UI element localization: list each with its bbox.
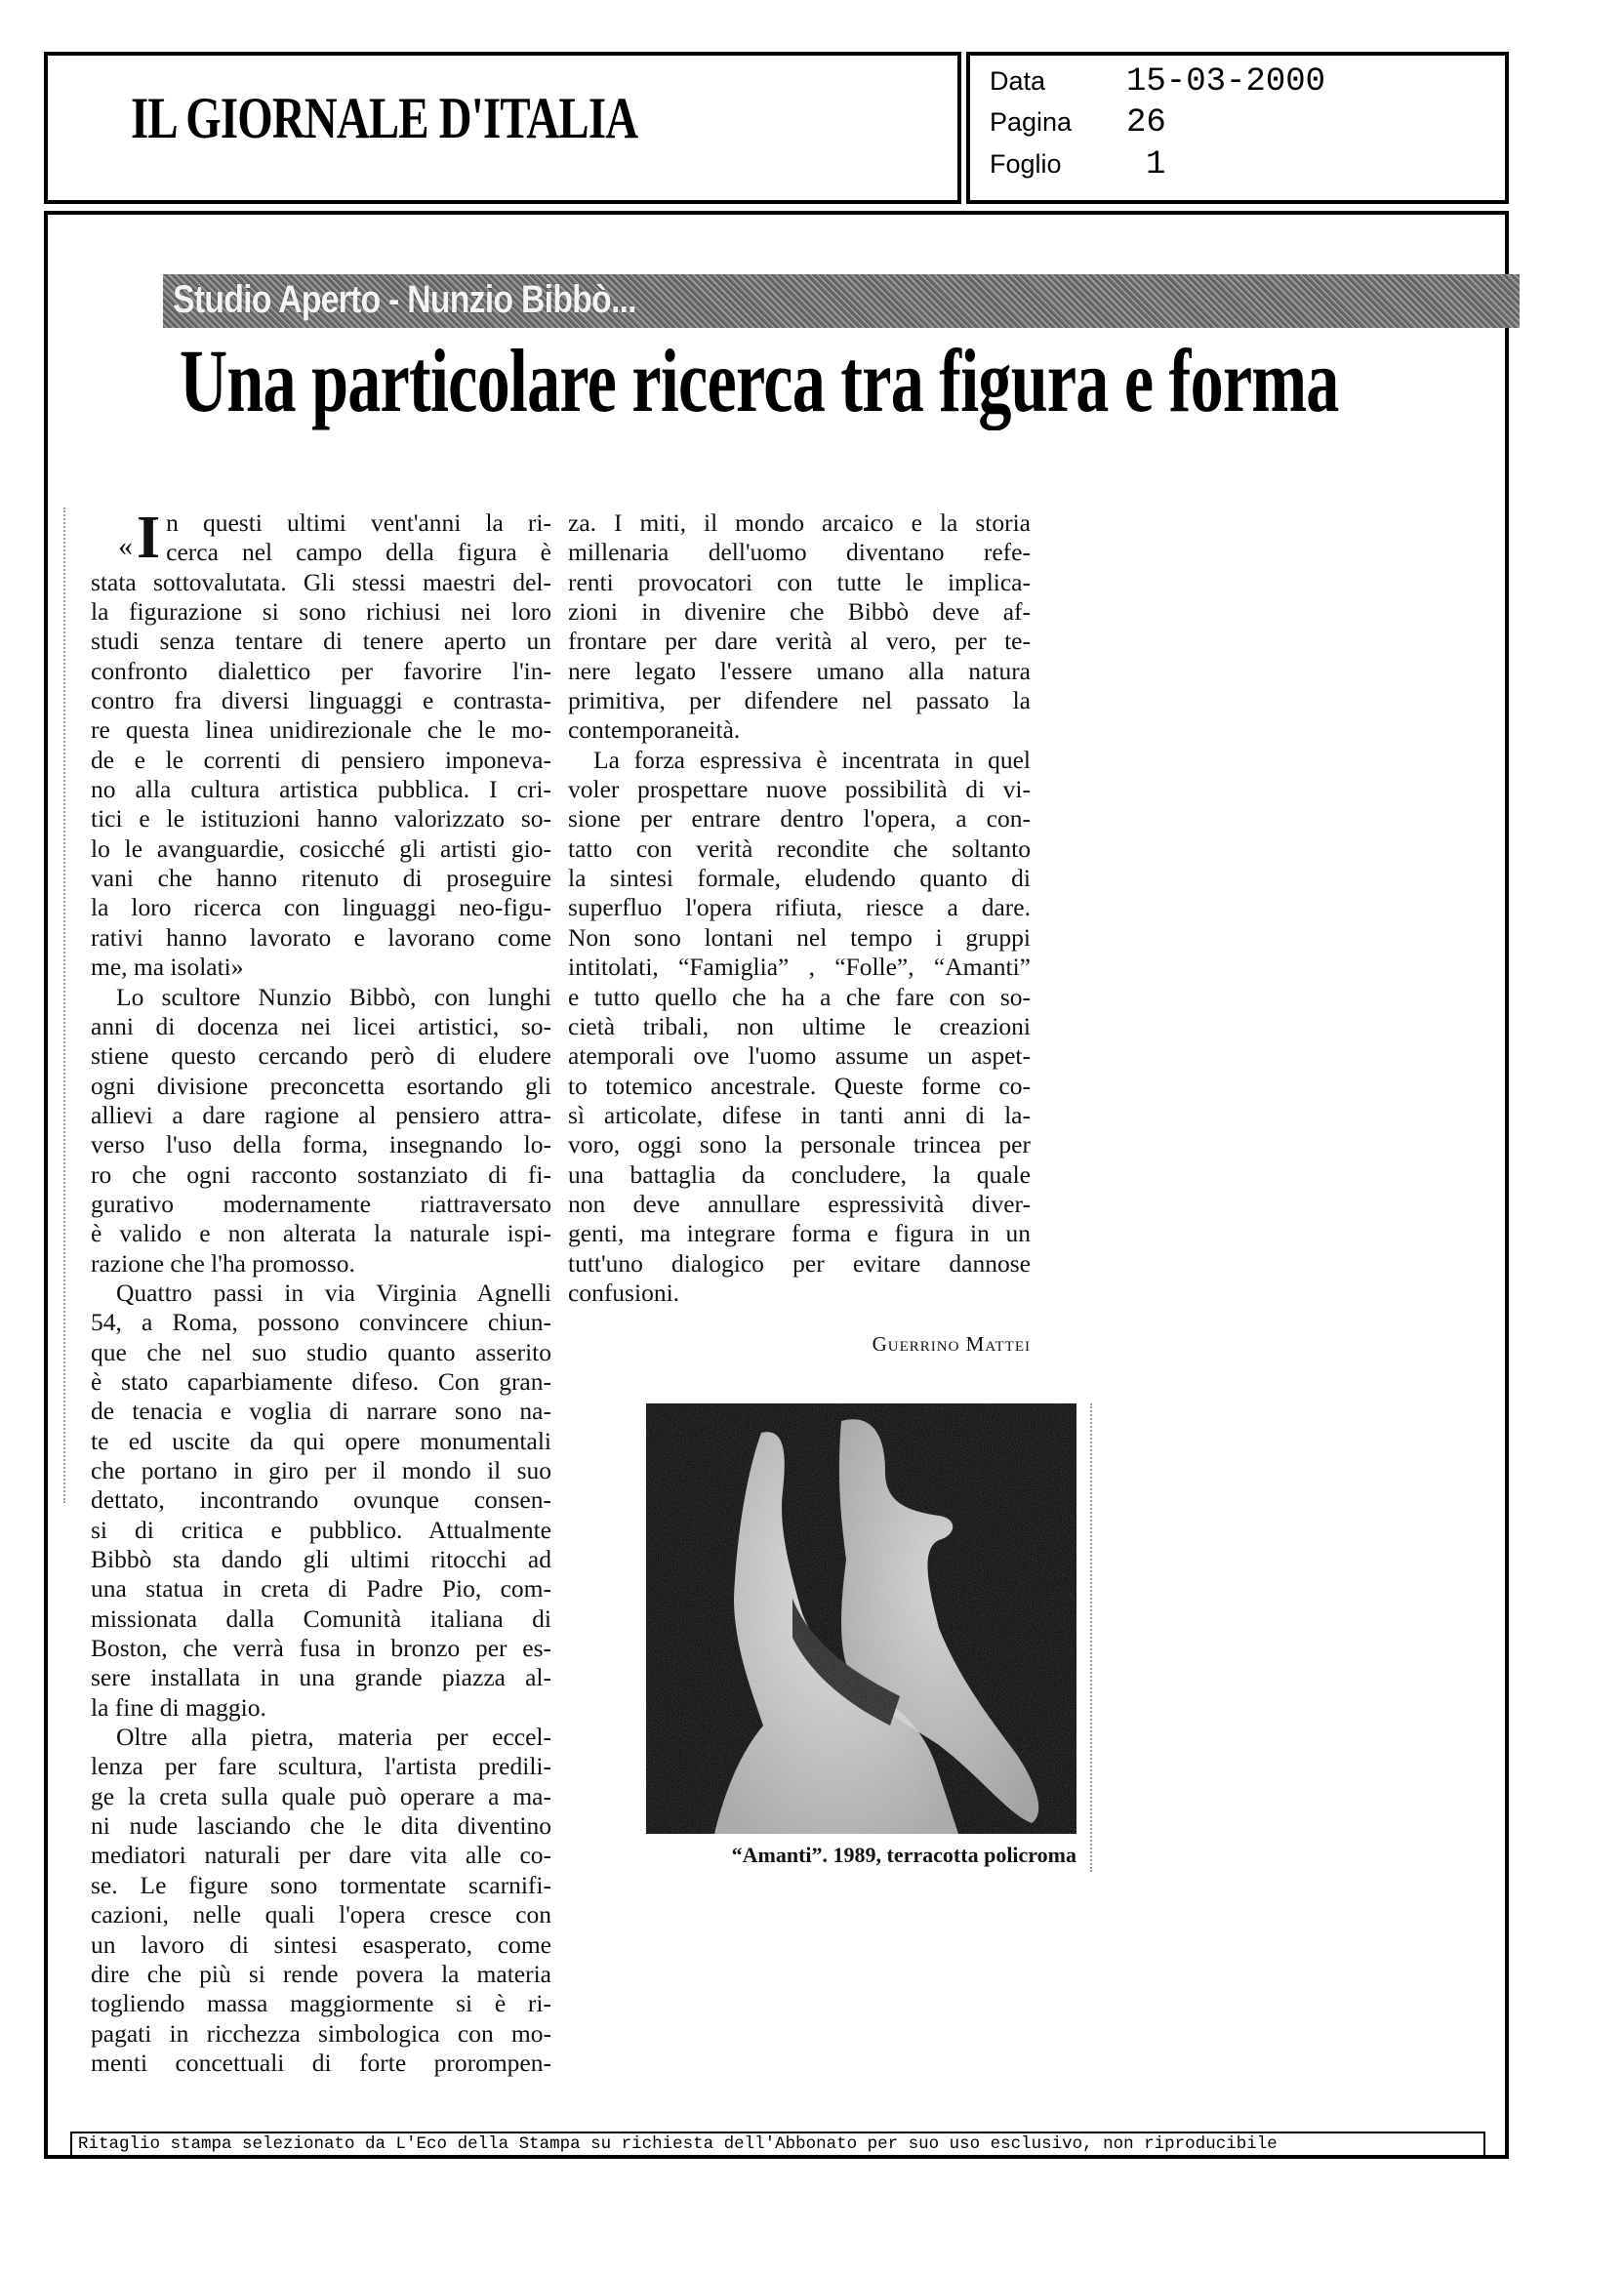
article-text-line: La forza espressiva è incentrata in quel bbox=[593, 745, 1031, 774]
article-text-line: stata sottovalutata. Gli stessi maestri del- bbox=[91, 567, 551, 596]
meta-row-page bbox=[990, 104, 1166, 142]
article-text-line: voler prospettare nuove possibilità di vi- bbox=[568, 775, 1031, 804]
article-text-line: Lo scultore Nunzio Bibbò, con lunghi bbox=[116, 982, 551, 1011]
article-text-line: voro, oggi sono la personale trincea per bbox=[568, 1130, 1031, 1159]
article-text-line: lo le avanguardie, cosicché gli artisti gio- bbox=[91, 833, 551, 863]
clipping-disclaimer: Ritaglio stampa selezionato da L'Eco della Stampa su richiesta dell'Abbonato per suo uso esclusivo, non riproducibile bbox=[70, 2132, 1485, 2157]
article-text-line: ge la creta sulla quale può operare a ma- bbox=[91, 1781, 551, 1810]
article-text-line: confusioni. bbox=[568, 1278, 680, 1307]
article-text-line: de e le correnti di pensiero imponeva- bbox=[91, 745, 551, 774]
article-text-line: Oltre alla pietra, materia per eccel- bbox=[116, 1723, 551, 1752]
article-column-2 bbox=[568, 508, 1031, 1308]
sculpture-photo bbox=[646, 1403, 1076, 1834]
article-text-line: primitiva, per difendere nel passato la bbox=[568, 686, 1031, 715]
quote-mark: « bbox=[118, 530, 133, 562]
article-text-line: confronto dialettico per favorire l'in- bbox=[91, 656, 551, 685]
article-text-line: e tutto quello che ha a che fare con so- bbox=[568, 982, 1031, 1011]
article-text-line: cazioni, nelle quali l'opera cresce con bbox=[91, 1900, 551, 1929]
article-text-line: pagati in ricchezza simbologica con mo- bbox=[91, 2018, 551, 2048]
article-text-line: razione che l'ha promosso. bbox=[91, 1248, 355, 1278]
article-text-line: stiene questo cercando però di eludere bbox=[91, 1041, 551, 1071]
article-text-line: ro che ogni racconto sostanziato di fi- bbox=[91, 1159, 551, 1189]
article-text-line: superfluo l'opera rifiuta, riesce a dare. bbox=[568, 893, 1031, 922]
article-text-line: Non sono lontani nel tempo i gruppi bbox=[568, 922, 1031, 952]
meta-value-sheet: 1 bbox=[1146, 146, 1166, 183]
meta-row-date bbox=[990, 63, 1325, 101]
article-text-line: Bibbò sta dando gli ultimi ritocchi ad bbox=[91, 1545, 551, 1574]
kicker-band bbox=[163, 274, 1520, 328]
article-text-line: atemporali ove l'uomo assume un aspet- bbox=[568, 1041, 1031, 1071]
article-text-line: cerca nel campo della figura è bbox=[166, 538, 551, 567]
article-text-line: sione per entrare dentro l'opera, a con- bbox=[568, 804, 1031, 833]
article-text-line: sere installata in una grande piazza al- bbox=[91, 1663, 551, 1692]
meta-label: Pagina bbox=[990, 107, 1073, 137]
article-text-line: anni di docenza nei licei artistici, so- bbox=[91, 1011, 551, 1040]
article-text-line: Boston, che verrà fusa in bronzo per es- bbox=[91, 1634, 551, 1663]
meta-label: Data bbox=[990, 66, 1046, 96]
article-text-line: la figurazione si sono richiusi nei loro bbox=[91, 597, 551, 627]
article-text-line: no alla cultura artistica pubblica. I cri- bbox=[91, 775, 551, 804]
article-headline: Una particolare ricerca tra figura e forma bbox=[180, 331, 1339, 430]
article-text-line: studi senza tentare di tenere aperto un bbox=[91, 627, 551, 656]
article-column-1 bbox=[91, 505, 551, 2078]
masthead-box bbox=[44, 52, 961, 204]
scan-edge-right bbox=[1090, 1403, 1095, 1872]
meta-row-sheet bbox=[990, 146, 1165, 183]
article-text-line: è valido e non alterata la naturale ispi- bbox=[91, 1219, 551, 1248]
article-text-line: dettato, incontrando ovunque consen- bbox=[91, 1485, 551, 1515]
article-text-line: gurativo modernamente riattraversato bbox=[91, 1189, 551, 1218]
article-text-line: non deve annullare espressività diver- bbox=[568, 1189, 1031, 1218]
article-text-line: missionata dalla Comunità italiana di bbox=[91, 1604, 551, 1633]
meta-value-page: 26 bbox=[1126, 104, 1166, 142]
article-text-line: è stato caparbiamente difeso. Con gran- bbox=[91, 1366, 551, 1396]
article-text-line: tatto con verità recondite che soltanto bbox=[568, 833, 1031, 863]
article-text-line: una battaglia da concludere, la quale bbox=[568, 1159, 1031, 1189]
article-text-line: to totemico ancestrale. Queste forme co- bbox=[568, 1071, 1031, 1100]
article-text-line: ogni divisione preconcetta esortando gli bbox=[91, 1071, 551, 1100]
article-text-line: mediatori naturali per dare vita alle co- bbox=[91, 1841, 551, 1870]
article-text-line: que che nel suo studio quanto asserito bbox=[91, 1337, 551, 1366]
article-text-line: ni nude lasciando che le dita diventino bbox=[91, 1811, 551, 1841]
article-text-line: sì articolate, difese in tanti anni di la- bbox=[568, 1100, 1031, 1129]
article-text-line: nere legato l'essere umano alla natura bbox=[568, 656, 1031, 685]
article-text-line: cietà tribali, non ultime le creazioni bbox=[568, 1011, 1031, 1040]
article-text-line: tici e le istituzioni hanno valorizzato so- bbox=[91, 804, 551, 833]
article-text-line: de tenacia e voglia di narrare sono na- bbox=[91, 1397, 551, 1426]
article-text-line: millenaria dell'uomo diventano refe- bbox=[568, 538, 1031, 567]
article-text-line: re questa linea unidirezionale che le mo- bbox=[91, 715, 551, 745]
author-byline: Guerrino Mattei bbox=[872, 1332, 1031, 1356]
article-text-line: za. I miti, il mondo arcaico e la storia bbox=[568, 508, 1031, 537]
article-text-line: allievi a dare ragione al pensiero attra- bbox=[91, 1100, 551, 1129]
kicker-text: Studio Aperto - Nunzio Bibbò... bbox=[173, 278, 636, 321]
article-text-line: tutt'uno dialogico per evitare dannose bbox=[568, 1248, 1031, 1278]
meta-label: Foglio bbox=[990, 149, 1062, 179]
article-text-line: togliendo massa maggiormente si è ri- bbox=[91, 1989, 551, 2018]
article-text-line: Quattro passi in via Virginia Agnelli bbox=[116, 1278, 551, 1307]
drop-cap: I bbox=[137, 505, 161, 571]
article-text-line: dire che più si rende povera la materia bbox=[91, 1959, 551, 1988]
article-text-line: lenza per fare scultura, l'artista predili- bbox=[91, 1752, 551, 1781]
article-text-line: te ed uscite da qui opere monumentali bbox=[91, 1426, 551, 1455]
scan-edge-left bbox=[63, 508, 68, 1503]
article-text-line: che portano in giro per il mondo il suo bbox=[91, 1456, 551, 1484]
article-text-line: genti, ma integrare forma e figura in un bbox=[568, 1219, 1031, 1248]
sculpture-image bbox=[646, 1403, 1076, 1834]
article-text-line: menti concettuali di forte prorompen- bbox=[91, 2048, 551, 2077]
article-text-line: contro fra diversi linguaggi e contrasta- bbox=[91, 686, 551, 715]
article-text-line: vani che hanno ritenuto di proseguire bbox=[91, 864, 551, 893]
article-text-line: intitolati, “Famiglia” , “Folle”, “Amanti” bbox=[568, 953, 1031, 982]
article-text-line: zioni in divenire che Bibbò deve af- bbox=[568, 597, 1031, 627]
meta-value-date: 15-03-2000 bbox=[1126, 63, 1326, 101]
article-text-line: renti provocatori con tutte le implica- bbox=[568, 567, 1031, 596]
article-text-line: me, ma isolati» bbox=[91, 953, 244, 982]
metadata-box bbox=[966, 52, 1509, 204]
article-text-line: frontare per dare verità al vero, per te- bbox=[568, 627, 1031, 656]
newspaper-masthead: IL GIORNALE D'ITALIA bbox=[131, 86, 638, 150]
article-text-line: n questi ultimi vent'anni la ri- bbox=[166, 508, 551, 537]
article-text-line: un lavoro di sintesi esasperato, come bbox=[91, 1929, 551, 1959]
article-text-line: la loro ricerca con linguaggi neo-figu- bbox=[91, 893, 551, 922]
article-text-line: verso l'uso della forma, insegnando lo- bbox=[91, 1130, 551, 1159]
article-text-line: se. Le figure sono tormentate scarnifi- bbox=[91, 1870, 551, 1899]
article-text-line: una statua in creta di Padre Pio, com- bbox=[91, 1574, 551, 1604]
article-text-line: si di critica e pubblico. Attualmente bbox=[91, 1515, 551, 1544]
article-text-line: rativi hanno lavorato e lavorano come bbox=[91, 922, 551, 952]
clipping-frame bbox=[44, 211, 1509, 2159]
article-text-line: la sintesi formale, eludendo quanto di bbox=[568, 864, 1031, 893]
article-text-line: 54, a Roma, possono convincere chiun- bbox=[91, 1308, 551, 1337]
article-text-line: la fine di maggio. bbox=[91, 1692, 266, 1722]
article-text-line: contemporaneità. bbox=[568, 715, 741, 745]
photo-caption: “Amanti”. 1989, terracotta policroma bbox=[731, 1843, 1076, 1867]
